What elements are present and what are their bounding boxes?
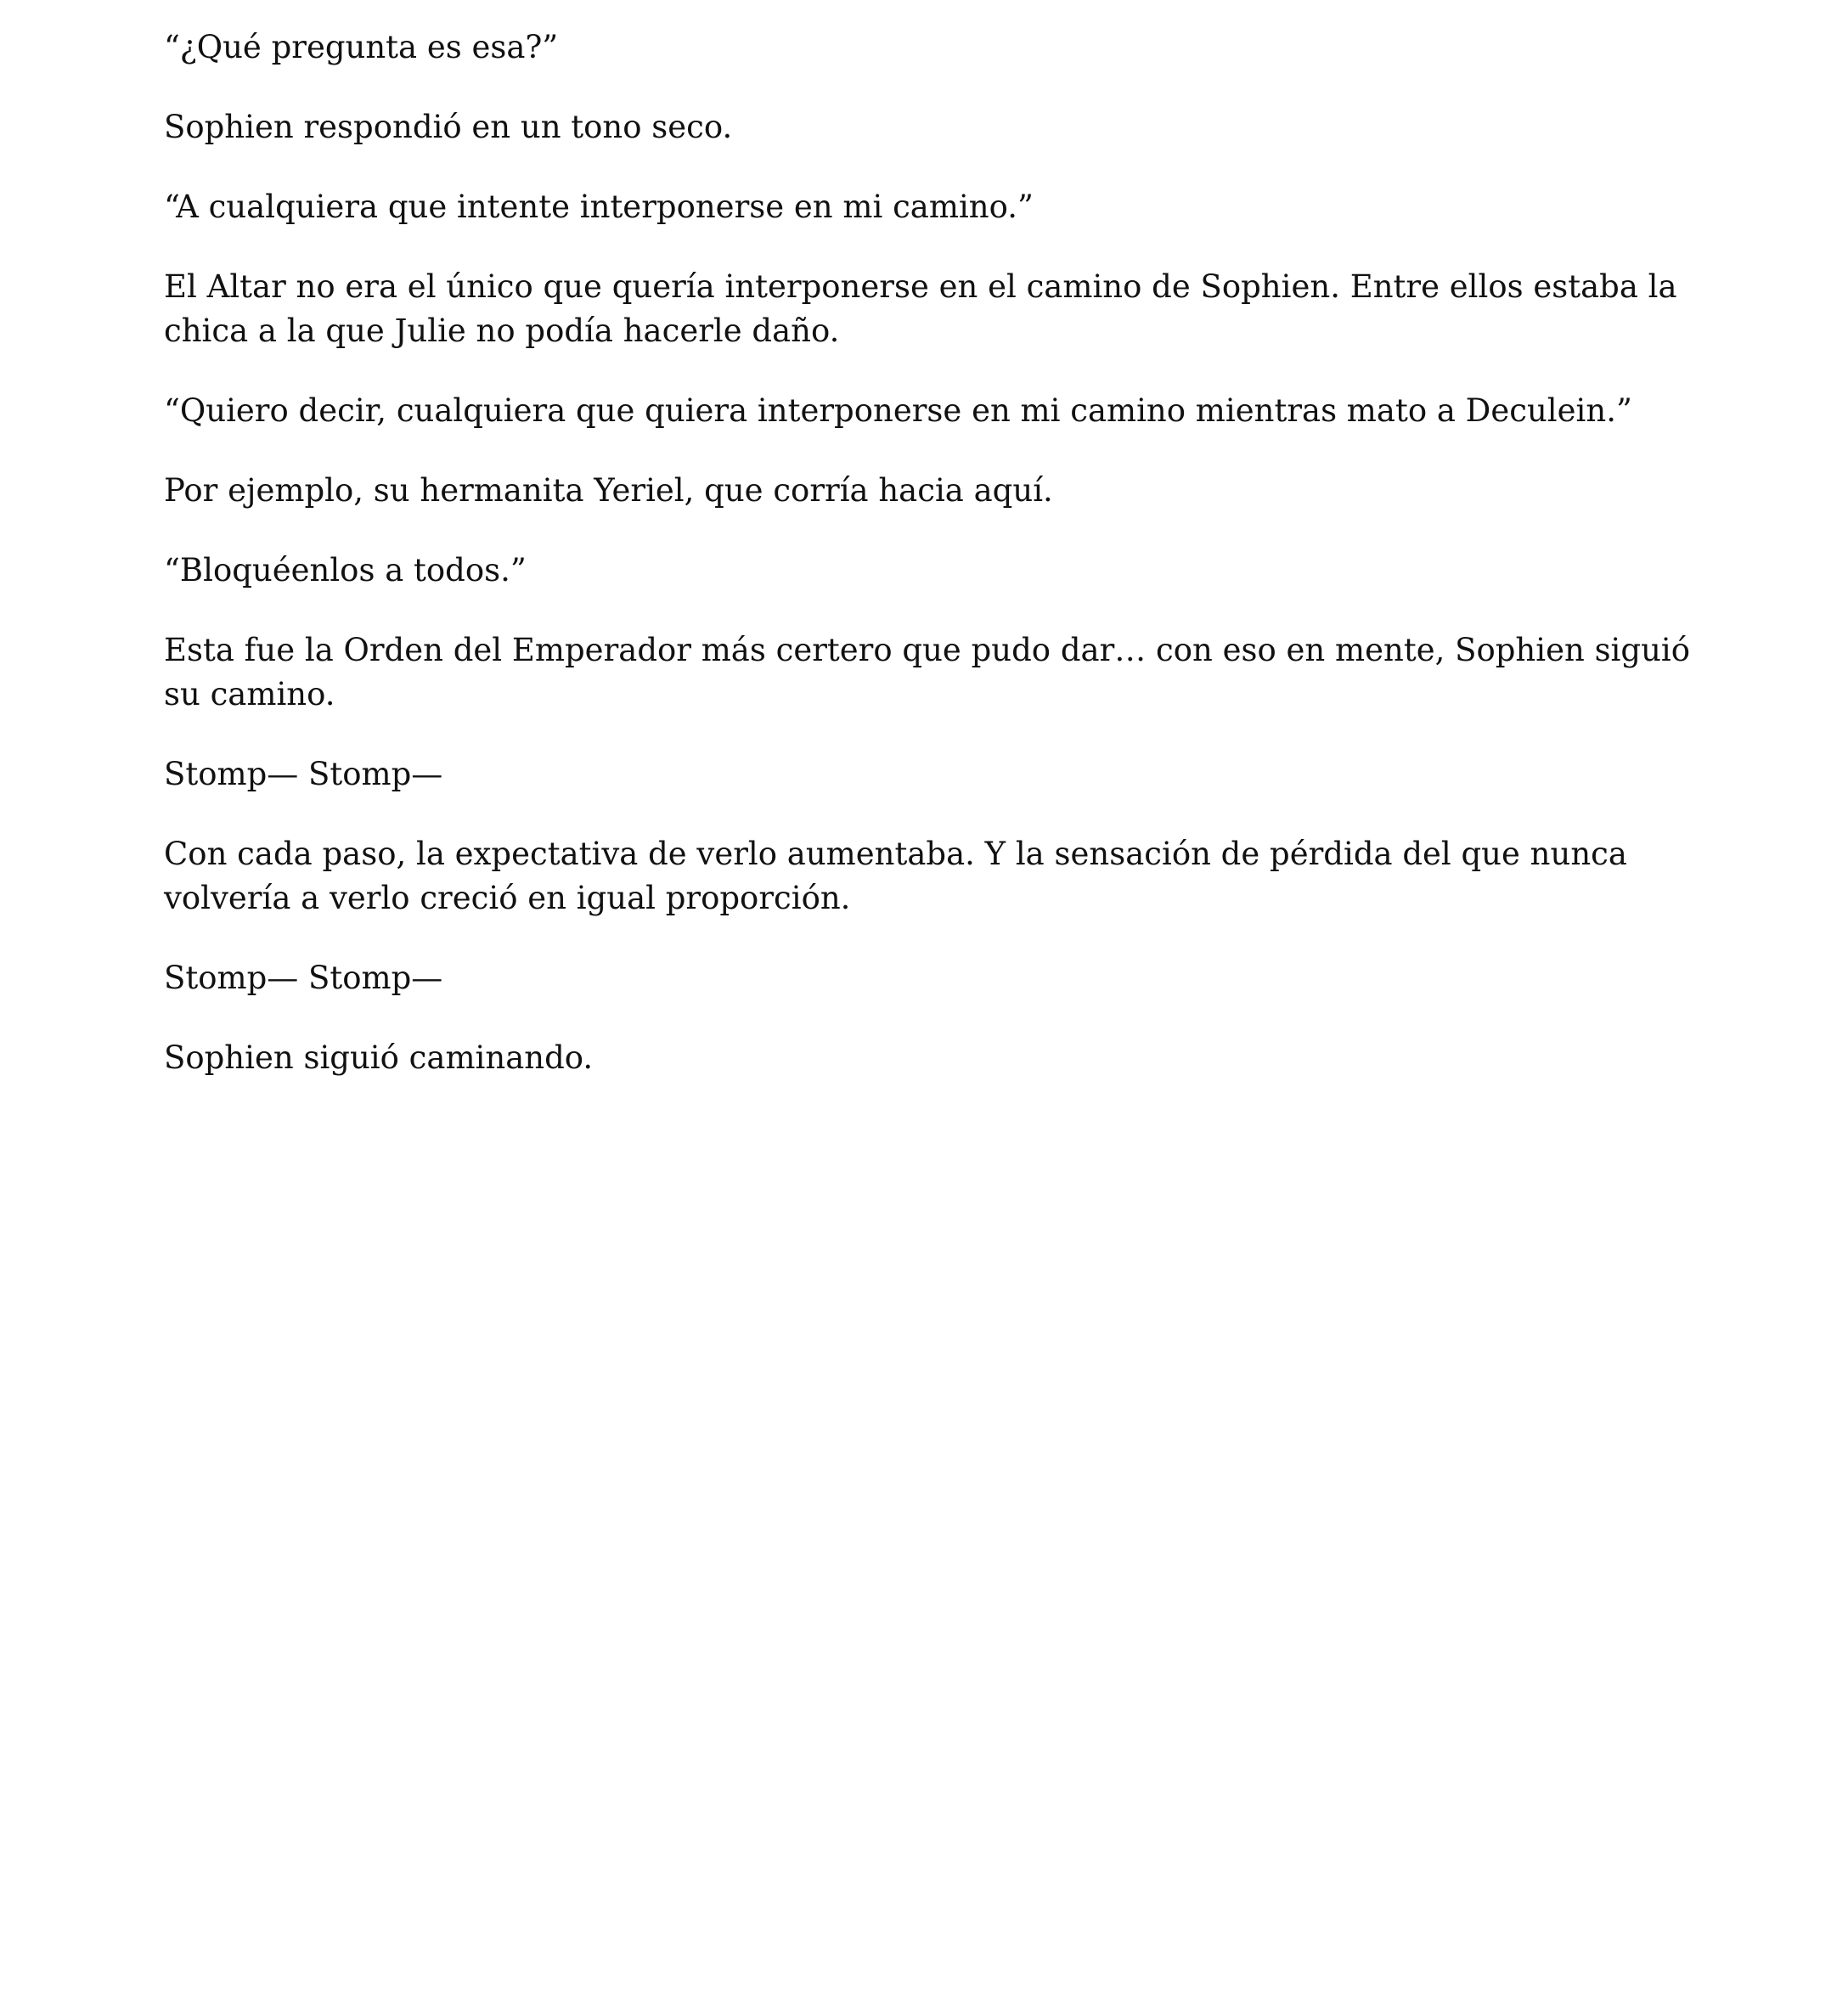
- paragraph: Stomp— Stomp—: [164, 756, 443, 792]
- paragraph: “Bloquéenlos a todos.”: [164, 552, 527, 588]
- paragraph: El Altar no era el único que quería interponerse en el camino de Sophien. Entre ellos estaba la chica a la que Julie no podía hacerle daño.: [164, 268, 1677, 349]
- paragraph: Esta fue la Orden del Emperador más certero que pudo dar… con eso en mente, Sophien siguió su camino.: [164, 632, 1691, 712]
- paragraph: Sophien siguió caminando.: [164, 1039, 594, 1076]
- paragraph: Con cada paso, la expectativa de verlo aumentaba. Y la sensación de pérdida del que nunca volvería a verlo creció en igual proporción.: [164, 836, 1627, 916]
- paragraph: Stomp— Stomp—: [164, 960, 443, 996]
- paragraph: “Quiero decir, cualquiera que quiera interponerse en mi camino mientras mato a Deculein.”: [164, 392, 1632, 429]
- document-body: [164, 25, 1693, 1116]
- paragraph: “A cualquiera que intente interponerse en mi camino.”: [164, 189, 1034, 225]
- paragraph: “¿Qué pregunta es esa?”: [164, 29, 559, 65]
- paragraph: Sophien respondió en un tono seco.: [164, 109, 733, 145]
- paragraph: Por ejemplo, su hermanita Yeriel, que corría hacia aquí.: [164, 472, 1053, 509]
